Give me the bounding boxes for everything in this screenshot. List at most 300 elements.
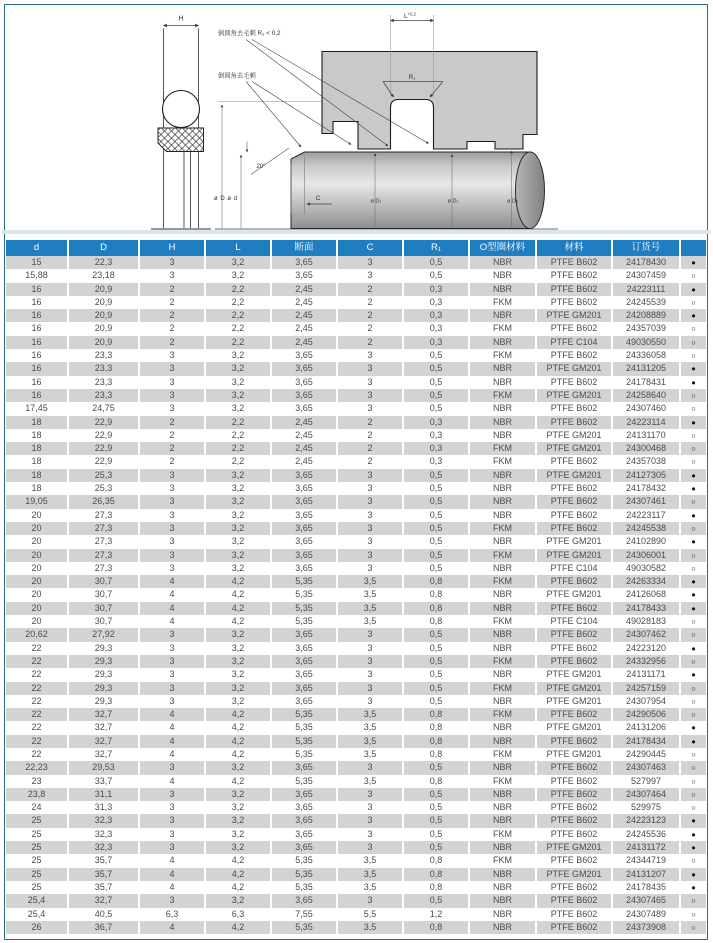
table-cell: 6,3 <box>140 908 206 921</box>
table-cell: 4 <box>140 708 206 721</box>
table-cell: 3 <box>140 549 206 562</box>
table-cell: 4,2 <box>206 748 272 761</box>
table-cell: 0,8 <box>404 854 470 867</box>
table-cell: 3,2 <box>206 828 272 841</box>
availability-dot: ○ <box>681 761 706 774</box>
table-cell: 3,2 <box>206 642 272 655</box>
table-cell: 22 <box>6 655 69 668</box>
table-cell: NBR <box>470 908 537 921</box>
table-cell: 30,7 <box>69 602 140 615</box>
table-cell: 4,2 <box>206 868 272 881</box>
r1-label: R₁ <box>408 74 416 81</box>
table-cell: PTFE B602 <box>537 482 613 495</box>
table-cell: 2,2 <box>206 336 272 349</box>
table-cell: PTFE GM201 <box>537 588 613 601</box>
table-cell: PTFE B602 <box>537 402 613 415</box>
table-cell: 527997 <box>613 775 681 788</box>
table-cell: 24245538 <box>613 522 681 535</box>
table-cell: 3,65 <box>272 362 338 375</box>
table-cell: 4,2 <box>206 588 272 601</box>
table-cell: PTFE B602 <box>537 761 613 774</box>
table-cell: 0,5 <box>404 495 470 508</box>
table-cell: 22 <box>6 682 69 695</box>
table-cell: 24131170 <box>613 429 681 442</box>
table-row <box>6 509 706 522</box>
dimension-table <box>6 240 706 934</box>
table-cell: PTFE B602 <box>537 522 613 535</box>
table-cell: FKM <box>470 549 537 562</box>
table-cell: 2 <box>338 416 404 429</box>
table-cell: PTFE B602 <box>537 894 613 907</box>
table-cell: 3 <box>140 522 206 535</box>
table-cell: 24257159 <box>613 682 681 695</box>
table-cell: NBR <box>470 283 537 296</box>
table-cell: 2 <box>338 322 404 335</box>
table-cell: 16 <box>6 349 69 362</box>
table-row <box>6 668 706 681</box>
availability-dot: ○ <box>681 682 706 695</box>
table-cell: 3 <box>140 509 206 522</box>
table-cell: NBR <box>470 336 537 349</box>
table-cell: 3,5 <box>338 868 404 881</box>
table-cell: NBR <box>470 695 537 708</box>
table-cell: 25,4 <box>6 894 69 907</box>
table-cell: NBR <box>470 588 537 601</box>
table-cell: NBR <box>470 894 537 907</box>
dia-d3-label: ø D₃ <box>370 198 382 205</box>
table-cell: 0,5 <box>404 362 470 375</box>
table-cell: 3,2 <box>206 682 272 695</box>
table-cell: 25 <box>6 881 69 894</box>
table-cell: 15 <box>6 256 69 269</box>
table-cell: 3,65 <box>272 761 338 774</box>
table-cell: 2 <box>338 455 404 468</box>
table-cell: 529975 <box>613 801 681 814</box>
table-cell: 24307465 <box>613 894 681 907</box>
table-row <box>6 389 706 402</box>
table-cell: NBR <box>470 362 537 375</box>
availability-dot: ● <box>681 602 706 615</box>
table-cell: FKM <box>470 708 537 721</box>
table-cell: PTFE GM201 <box>537 535 613 548</box>
table-cell: 4 <box>140 602 206 615</box>
table-cell: 4,2 <box>206 721 272 734</box>
table-cell: 24373908 <box>613 921 681 934</box>
table-cell: NBR <box>470 602 537 615</box>
table-cell: 0,5 <box>404 509 470 522</box>
table-cell: FKM <box>470 389 537 402</box>
table-cell: NBR <box>470 469 537 482</box>
table-cell: 3,65 <box>272 469 338 482</box>
table-cell: 2 <box>140 455 206 468</box>
table-cell: 18 <box>6 442 69 455</box>
table-cell: 0,5 <box>404 389 470 402</box>
column-header: D <box>69 240 140 256</box>
table-cell: 24126068 <box>613 588 681 601</box>
table-cell: 0,5 <box>404 376 470 389</box>
table-cell: 4 <box>140 721 206 734</box>
table-cell: 24336058 <box>613 349 681 362</box>
table-cell: 0,8 <box>404 708 470 721</box>
table-cell: 3 <box>140 402 206 415</box>
table-cell: 0,5 <box>404 522 470 535</box>
table-row <box>6 921 706 934</box>
table-cell: 24223123 <box>613 814 681 827</box>
table-cell: FKM <box>470 615 537 628</box>
table-cell: 24357039 <box>613 322 681 335</box>
table-cell: 22,9 <box>69 455 140 468</box>
table-cell: FKM <box>470 349 537 362</box>
table-row <box>6 775 706 788</box>
table-cell: 3 <box>338 788 404 801</box>
table-row <box>6 535 706 548</box>
table-cell: NBR <box>470 814 537 827</box>
table-cell: PTFE B602 <box>537 256 613 269</box>
table-cell: 32,7 <box>69 721 140 734</box>
table-cell: PTFE B602 <box>537 455 613 468</box>
table-cell: 3 <box>338 761 404 774</box>
table-cell: 0,5 <box>404 655 470 668</box>
table-cell: 2 <box>338 442 404 455</box>
table-cell: 3 <box>338 376 404 389</box>
table-body <box>6 256 706 934</box>
availability-dot: ● <box>681 735 706 748</box>
table-cell: 22,3 <box>69 256 140 269</box>
table-cell: 3,65 <box>272 495 338 508</box>
table-cell: 20 <box>6 602 69 615</box>
seal-cross-section <box>151 16 211 230</box>
table-cell: 5,35 <box>272 854 338 867</box>
table-cell: 24131207 <box>613 868 681 881</box>
table-cell: 20 <box>6 522 69 535</box>
table-cell: 3 <box>140 655 206 668</box>
table-cell: 24307489 <box>613 908 681 921</box>
table-cell: 24307460 <box>613 402 681 415</box>
table-row <box>6 296 706 309</box>
availability-dot: ○ <box>681 775 706 788</box>
table-cell: 2 <box>140 296 206 309</box>
table-cell: 4 <box>140 881 206 894</box>
column-header: R₁ <box>404 240 470 256</box>
table-cell: 0,8 <box>404 575 470 588</box>
table-cell: NBR <box>470 402 537 415</box>
table-cell: 0,5 <box>404 894 470 907</box>
table-cell: 32,3 <box>69 814 140 827</box>
table-cell: NBR <box>470 482 537 495</box>
table-cell: 5,35 <box>272 588 338 601</box>
table-cell: 2,45 <box>272 455 338 468</box>
table-cell: 0,5 <box>404 535 470 548</box>
table-cell: PTFE GM201 <box>537 429 613 442</box>
table-cell: NBR <box>470 509 537 522</box>
table-cell: PTFE B602 <box>537 788 613 801</box>
table-cell: 4,2 <box>206 575 272 588</box>
table-cell: 3,2 <box>206 562 272 575</box>
table-cell: 5,35 <box>272 615 338 628</box>
availability-dot: ○ <box>681 655 706 668</box>
table-cell: PTFE C104 <box>537 562 613 575</box>
table-cell: 3 <box>140 801 206 814</box>
table-cell: 3,65 <box>272 628 338 641</box>
table-cell: 18 <box>6 482 69 495</box>
availability-dot: ● <box>681 588 706 601</box>
table-cell: 2,2 <box>206 296 272 309</box>
availability-dot: ○ <box>681 429 706 442</box>
table-cell: 17,45 <box>6 402 69 415</box>
availability-dot: ○ <box>681 908 706 921</box>
table-cell: 24102890 <box>613 535 681 548</box>
table-row <box>6 376 706 389</box>
table-cell: PTFE B602 <box>537 908 613 921</box>
availability-dot: ● <box>681 416 706 429</box>
table-cell: 24178432 <box>613 482 681 495</box>
table-cell: 22,9 <box>69 442 140 455</box>
table-cell: 3 <box>338 482 404 495</box>
table-cell: 2 <box>140 429 206 442</box>
table-cell: 3 <box>338 801 404 814</box>
table-cell: 2 <box>140 336 206 349</box>
table-cell: PTFE GM201 <box>537 362 613 375</box>
table-row <box>6 362 706 375</box>
table-cell: 22 <box>6 721 69 734</box>
table-cell: PTFE B602 <box>537 814 613 827</box>
table-cell: 3,5 <box>338 615 404 628</box>
table-cell: 32,3 <box>69 841 140 854</box>
table-cell: 3,2 <box>206 788 272 801</box>
table-cell: 0,3 <box>404 336 470 349</box>
table-cell: 3 <box>338 349 404 362</box>
table-cell: 3 <box>338 628 404 641</box>
table-cell: PTFE B602 <box>537 283 613 296</box>
table-cell: 0,3 <box>404 455 470 468</box>
table-cell: 3,2 <box>206 469 272 482</box>
table-cell: FKM <box>470 442 537 455</box>
table-cell: 3,65 <box>272 562 338 575</box>
table-cell: 3 <box>140 269 206 282</box>
table-cell: 3,65 <box>272 841 338 854</box>
table-cell: 5,35 <box>272 775 338 788</box>
table-cell: 32,7 <box>69 735 140 748</box>
table-cell: 2 <box>338 336 404 349</box>
table-cell: 4 <box>140 854 206 867</box>
table-cell: 3 <box>140 376 206 389</box>
shaft-end-cap <box>516 152 545 229</box>
table-cell: 3,65 <box>272 482 338 495</box>
table-cell: 4,2 <box>206 735 272 748</box>
table-cell: 24307463 <box>613 761 681 774</box>
table-cell: 2,2 <box>206 309 272 322</box>
table-row <box>6 642 706 655</box>
table-cell: 3,5 <box>338 588 404 601</box>
table-cell: 20 <box>6 549 69 562</box>
availability-dot: ● <box>681 309 706 322</box>
table-cell: 2,45 <box>272 429 338 442</box>
table-cell: 24300468 <box>613 442 681 455</box>
table-cell: NBR <box>470 376 537 389</box>
table-cell: NBR <box>470 429 537 442</box>
table-cell: 20 <box>6 588 69 601</box>
table-cell: 22 <box>6 668 69 681</box>
table-cell: NBR <box>470 309 537 322</box>
table-cell: 24245536 <box>613 828 681 841</box>
table-cell: 16 <box>6 309 69 322</box>
table-cell: 3 <box>140 788 206 801</box>
table-cell: 25 <box>6 868 69 881</box>
table-cell: PTFE GM201 <box>537 682 613 695</box>
table-cell: FKM <box>470 748 537 761</box>
table-cell: PTFE GM201 <box>537 668 613 681</box>
table-cell: 20,9 <box>69 283 140 296</box>
table-cell: 3 <box>338 562 404 575</box>
availability-dot: ● <box>681 668 706 681</box>
table-cell: PTFE B602 <box>537 269 613 282</box>
table-cell: 3,65 <box>272 828 338 841</box>
availability-dot: ○ <box>681 854 706 867</box>
table-cell: 3,5 <box>338 748 404 761</box>
o-ring-section <box>163 91 200 128</box>
table-cell: 3,2 <box>206 256 272 269</box>
table-cell: 0,5 <box>404 695 470 708</box>
table-cell: 0,3 <box>404 296 470 309</box>
table-cell: 2,2 <box>206 416 272 429</box>
table-cell: 2 <box>140 309 206 322</box>
table-row <box>6 429 706 442</box>
table-cell: 23,3 <box>69 376 140 389</box>
table-cell: 0,3 <box>404 322 470 335</box>
table-cell: NBR <box>470 416 537 429</box>
table-cell: 3,65 <box>272 801 338 814</box>
table-cell: 1,2 <box>404 908 470 921</box>
table-cell: 3 <box>338 642 404 655</box>
table-cell: 24332956 <box>613 655 681 668</box>
table-row <box>6 588 706 601</box>
table-cell: 3,65 <box>272 256 338 269</box>
table-cell: 0,5 <box>404 562 470 575</box>
availability-dot: ○ <box>681 296 706 309</box>
table-cell: 30,7 <box>69 588 140 601</box>
table-cell: 4,2 <box>206 854 272 867</box>
table-cell: 3,2 <box>206 549 272 562</box>
availability-dot: ● <box>681 881 706 894</box>
table-cell: 4 <box>140 868 206 881</box>
table-cell: 2 <box>338 296 404 309</box>
table-cell: PTFE GM201 <box>537 389 613 402</box>
table-cell: 18 <box>6 455 69 468</box>
availability-dot: ● <box>681 868 706 881</box>
availability-dot: ○ <box>681 788 706 801</box>
availability-dot: ● <box>681 841 706 854</box>
table-cell: 2,45 <box>272 283 338 296</box>
table-cell: 35,7 <box>69 854 140 867</box>
table-cell: 3 <box>338 469 404 482</box>
installation-diagram <box>0 0 713 238</box>
table-cell: 20,9 <box>69 336 140 349</box>
table-cell: PTFE B602 <box>537 628 613 641</box>
table-cell: 3 <box>338 522 404 535</box>
table-cell: 3,5 <box>338 708 404 721</box>
table-cell: 26 <box>6 921 69 934</box>
table-cell: 24178430 <box>613 256 681 269</box>
availability-dot: ○ <box>681 402 706 415</box>
table-cell: 3,2 <box>206 349 272 362</box>
table-cell: 24223117 <box>613 509 681 522</box>
availability-dot: ○ <box>681 801 706 814</box>
column-header: L <box>206 240 272 256</box>
l-dimension-label: $L^{+0,2}$ <box>404 11 416 20</box>
table-cell: 49028183 <box>613 615 681 628</box>
dimension-table-wrap <box>6 240 706 934</box>
table-cell: 0,5 <box>404 788 470 801</box>
table-cell: 3,2 <box>206 495 272 508</box>
table-row <box>6 283 706 296</box>
table-cell: PTFE GM201 <box>537 469 613 482</box>
table-cell: 16 <box>6 376 69 389</box>
table-cell: 0,8 <box>404 602 470 615</box>
table-cell: 2,2 <box>206 429 272 442</box>
availability-dot: ○ <box>681 615 706 628</box>
table-cell: 20 <box>6 509 69 522</box>
table-cell: 3,2 <box>206 509 272 522</box>
availability-dot: ○ <box>681 562 706 575</box>
table-cell: PTFE GM201 <box>537 748 613 761</box>
availability-dot: ● <box>681 509 706 522</box>
table-cell: 30,7 <box>69 615 140 628</box>
table-cell: 24131172 <box>613 841 681 854</box>
table-cell: 3,2 <box>206 801 272 814</box>
table-cell: 5,35 <box>272 721 338 734</box>
table-cell: PTFE GM201 <box>537 841 613 854</box>
table-cell: 20 <box>6 562 69 575</box>
availability-dot: ○ <box>681 455 706 468</box>
table-row <box>6 495 706 508</box>
table-cell: FKM <box>470 854 537 867</box>
table-cell: FKM <box>470 522 537 535</box>
table-cell: 49030550 <box>613 336 681 349</box>
table-cell: FKM <box>470 682 537 695</box>
table-cell: PTFE B602 <box>537 575 613 588</box>
table-cell: PTFE B602 <box>537 801 613 814</box>
availability-dot: ○ <box>681 695 706 708</box>
table-row <box>6 256 706 269</box>
table-cell: 3,65 <box>272 668 338 681</box>
table-cell: 3 <box>338 389 404 402</box>
table-cell: 3,2 <box>206 389 272 402</box>
table-cell: 3 <box>338 402 404 415</box>
table-cell: 4,2 <box>206 602 272 615</box>
table-row <box>6 602 706 615</box>
chamfer-angle-label: 20° <box>256 164 266 170</box>
table-cell: 2,2 <box>206 322 272 335</box>
table-cell: PTFE GM201 <box>537 695 613 708</box>
table-cell: 3,5 <box>338 881 404 894</box>
table-cell: 3 <box>338 695 404 708</box>
table-cell: 3,2 <box>206 814 272 827</box>
table-cell: PTFE GM201 <box>537 721 613 734</box>
table-cell: 2 <box>338 283 404 296</box>
table-cell: PTFE B602 <box>537 775 613 788</box>
column-header: d <box>6 240 69 256</box>
table-cell: PTFE B602 <box>537 735 613 748</box>
table-cell: NBR <box>470 562 537 575</box>
column-header: O型圈材料 <box>470 240 537 256</box>
table-row <box>6 748 706 761</box>
table-cell: 3,5 <box>338 921 404 934</box>
table-cell: 0,3 <box>404 416 470 429</box>
table-cell: 0,8 <box>404 615 470 628</box>
table-cell: 0,5 <box>404 668 470 681</box>
table-cell: 2 <box>140 322 206 335</box>
table-cell: 24263334 <box>613 575 681 588</box>
